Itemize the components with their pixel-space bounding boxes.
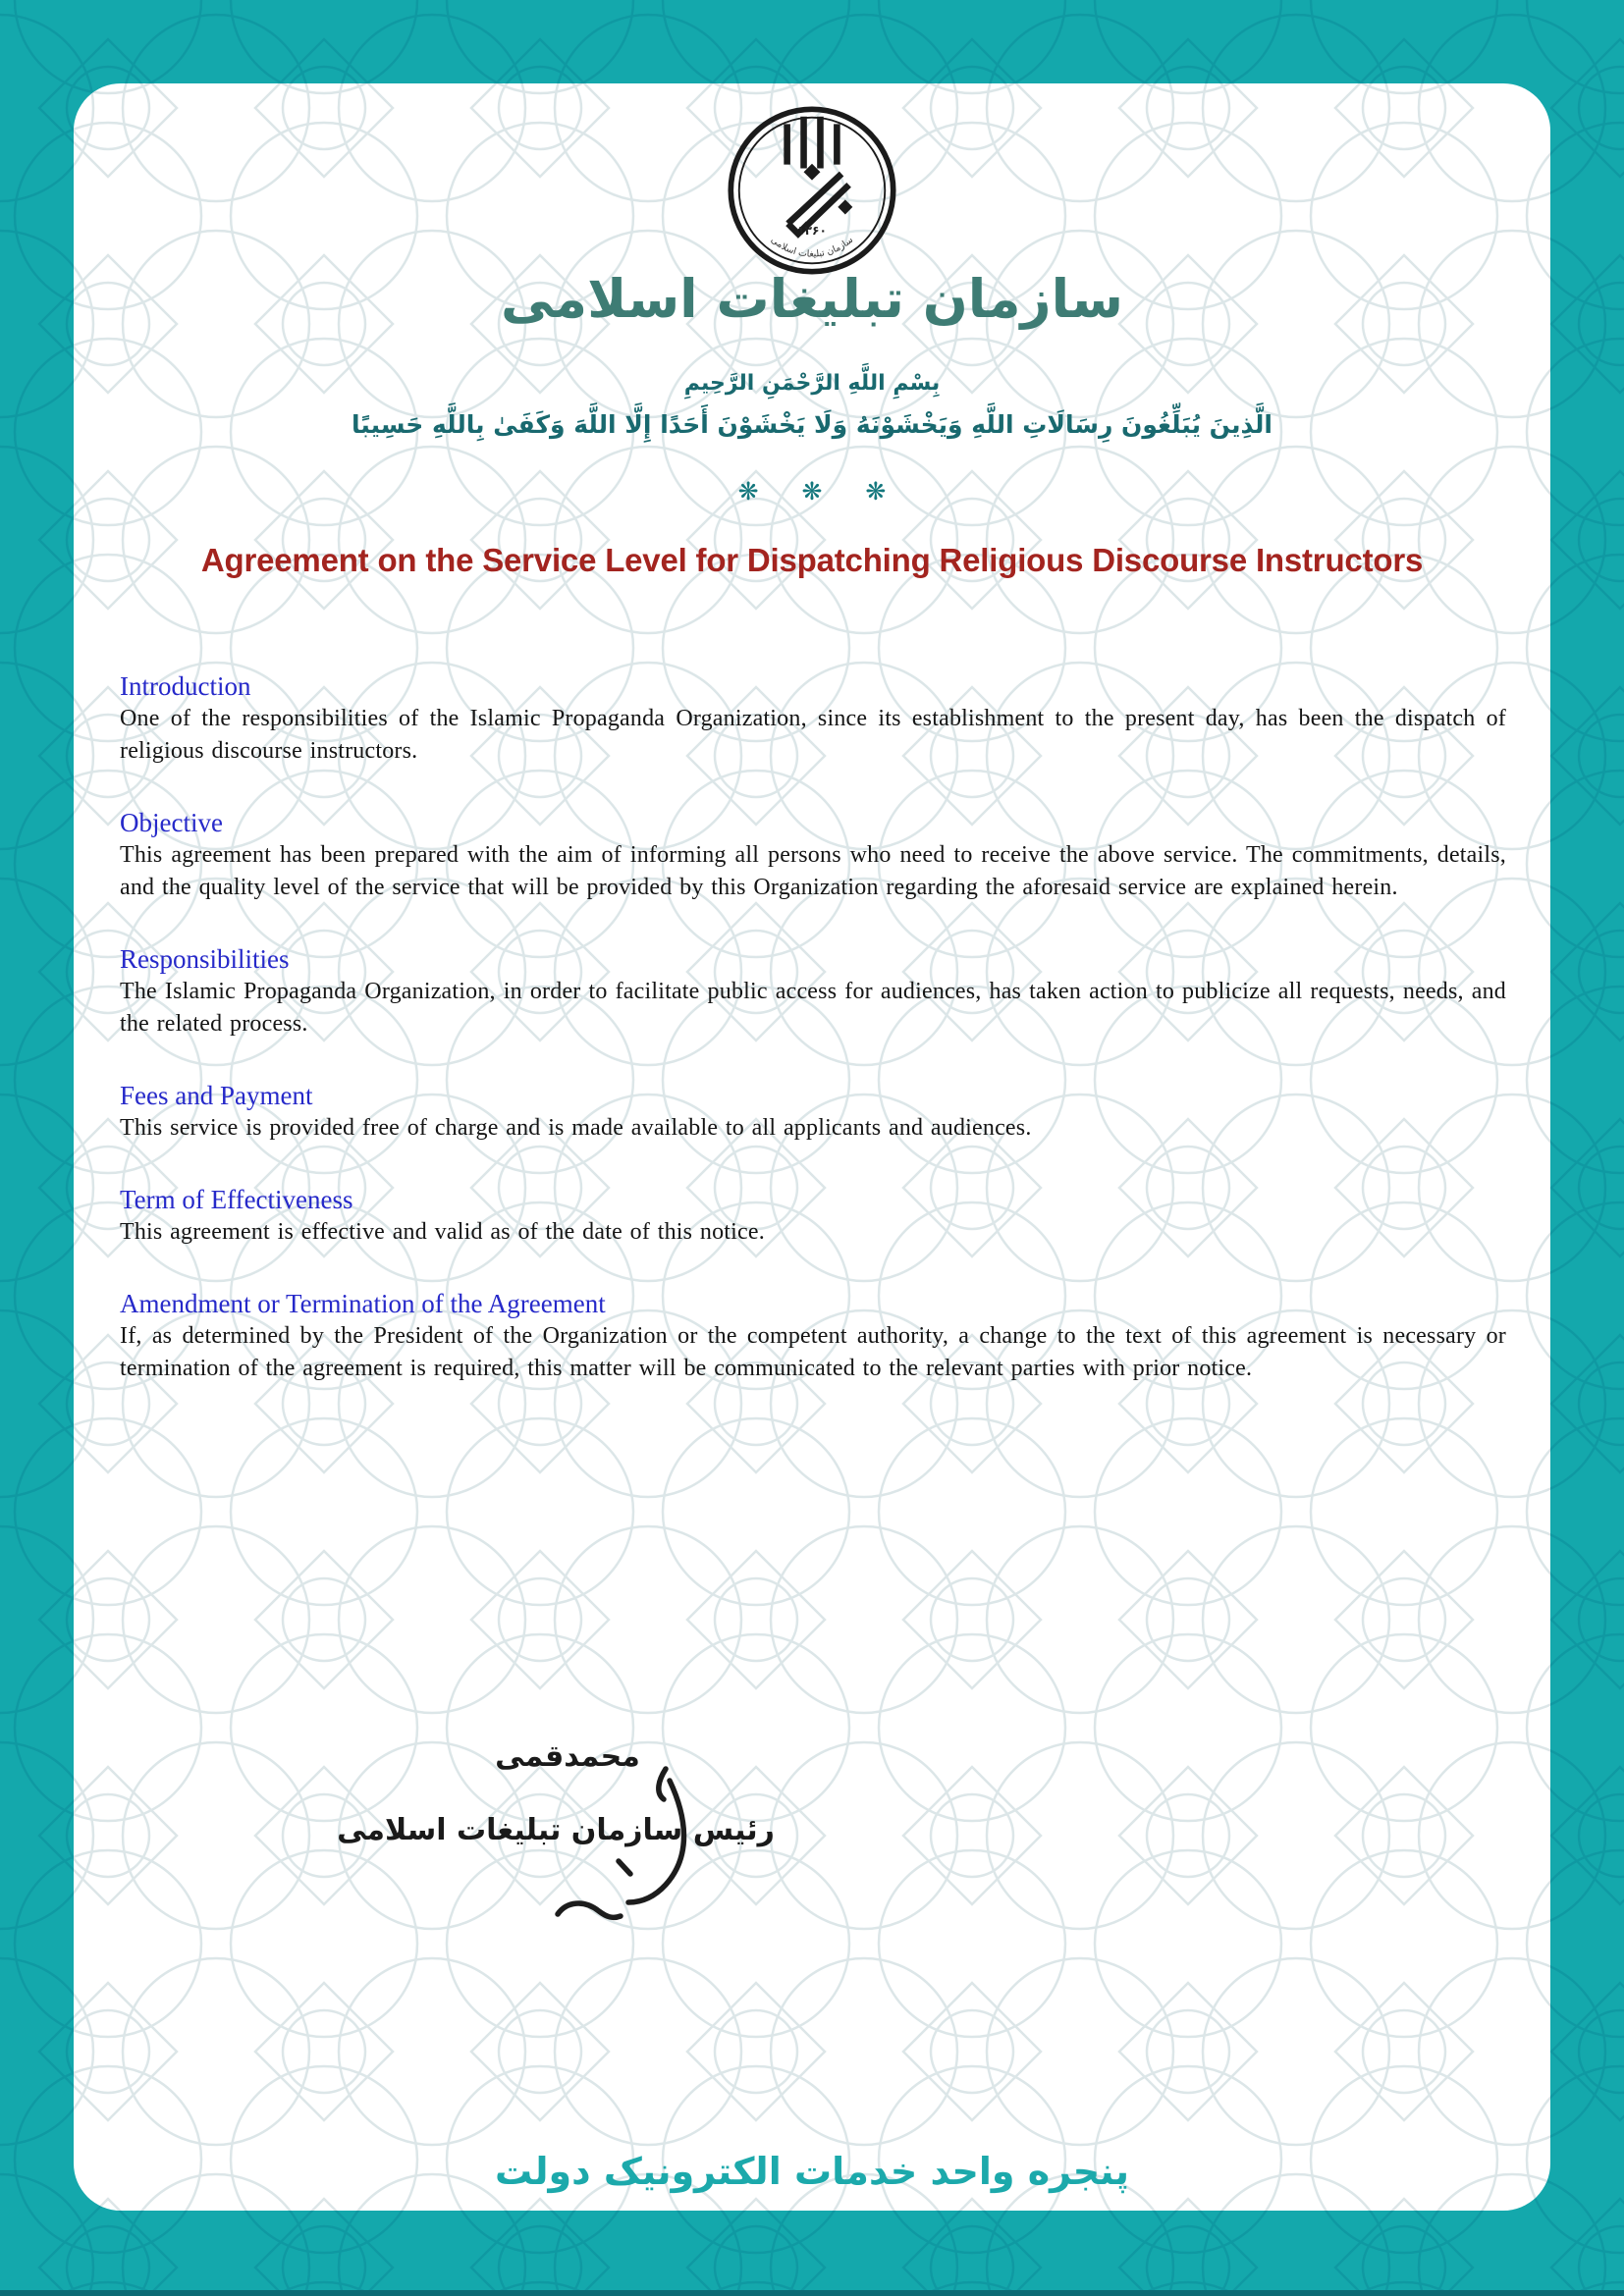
logo-arc-text: سازمان تبلیغات اسلامی [768,234,856,260]
section-heading: Objective [120,808,223,837]
kufic-allah-mark [787,117,849,234]
handwritten-signature [471,1747,864,1963]
ornament-asterisks: ❋ ❋ ❋ [737,477,904,506]
section-responsibilities [120,942,1506,1041]
section-heading: Fees and Payment [120,1081,313,1110]
section-amendment-or-termination [120,1287,1506,1385]
quran-verse-text: الَّذِينَ يُبَلِّغُونَ رِسَالَاتِ اللَّهِ وَيَخْشَوْنَهُ وَلَا يَخْشَوْنَ أَحَدًا إِلَّا اللَّهَ وَكَفَىٰ بِاللَّهِ حَسِيبًا [352,410,1272,439]
document-title: Agreement on the Service Level for Dispatching Religious Discourse Instructors [200,542,1424,578]
section-introduction [120,669,1506,768]
section-body: If, as determined by the President of the Organization or the competent authority, a change to the text of this agreement is necessary or termination of the agreement is required, this matter will be communicated to the relevant parties with prior notice. [120,1323,1506,1381]
section-body: The Islamic Propaganda Organization, in order to facilitate public access for audiences, has taken action to publicize all requests, needs, and the related process. [120,979,1506,1037]
logo-year: ۱۳۶۰ [797,224,827,239]
section-heading: Term of Effectiveness [120,1185,353,1214]
signatory-name: محمدقمی [495,1739,640,1774]
section-body: This agreement has been prepared with the aim of informing all persons who need to receive the above service. The commitments, details, and the quality level of the service that will be provided by this Organization regarding the aforesaid service are explained herein. [120,842,1506,900]
bismillah-text: بِسْمِ اللَّهِ الرَّحْمَنِ الرَّحِيمِ [683,371,941,396]
section-fees-and-payment [120,1079,1506,1145]
section-body: This agreement is effective and valid as of the date of this notice. [120,1219,765,1245]
footer-text: پنجره واحد خدمات الکترونیک دولت [495,2150,1129,2193]
org-emblem-icon [720,98,904,283]
section-objective [120,806,1506,904]
signatory-role: رئیس سازمان تبلیغات اسلامی [337,1813,775,1847]
section-heading: Amendment or Termination of the Agreement [120,1289,606,1318]
section-body: One of the responsibilities of the Islamic Propaganda Organization, since its establishment to the present day, has been the dispatch of religious discourse instructors. [120,706,1506,764]
section-heading: Responsibilities [120,944,290,974]
section-term-of-effectiveness [120,1183,1506,1249]
section-body: This service is provided free of charge and is made available to all applicants and audiences. [120,1115,1032,1141]
agreement-sections [120,669,1506,1423]
org-calligraphy: سازمان تبلیغات اسلامی [501,268,1123,330]
section-heading: Introduction [120,671,251,701]
org-logo [720,98,904,283]
